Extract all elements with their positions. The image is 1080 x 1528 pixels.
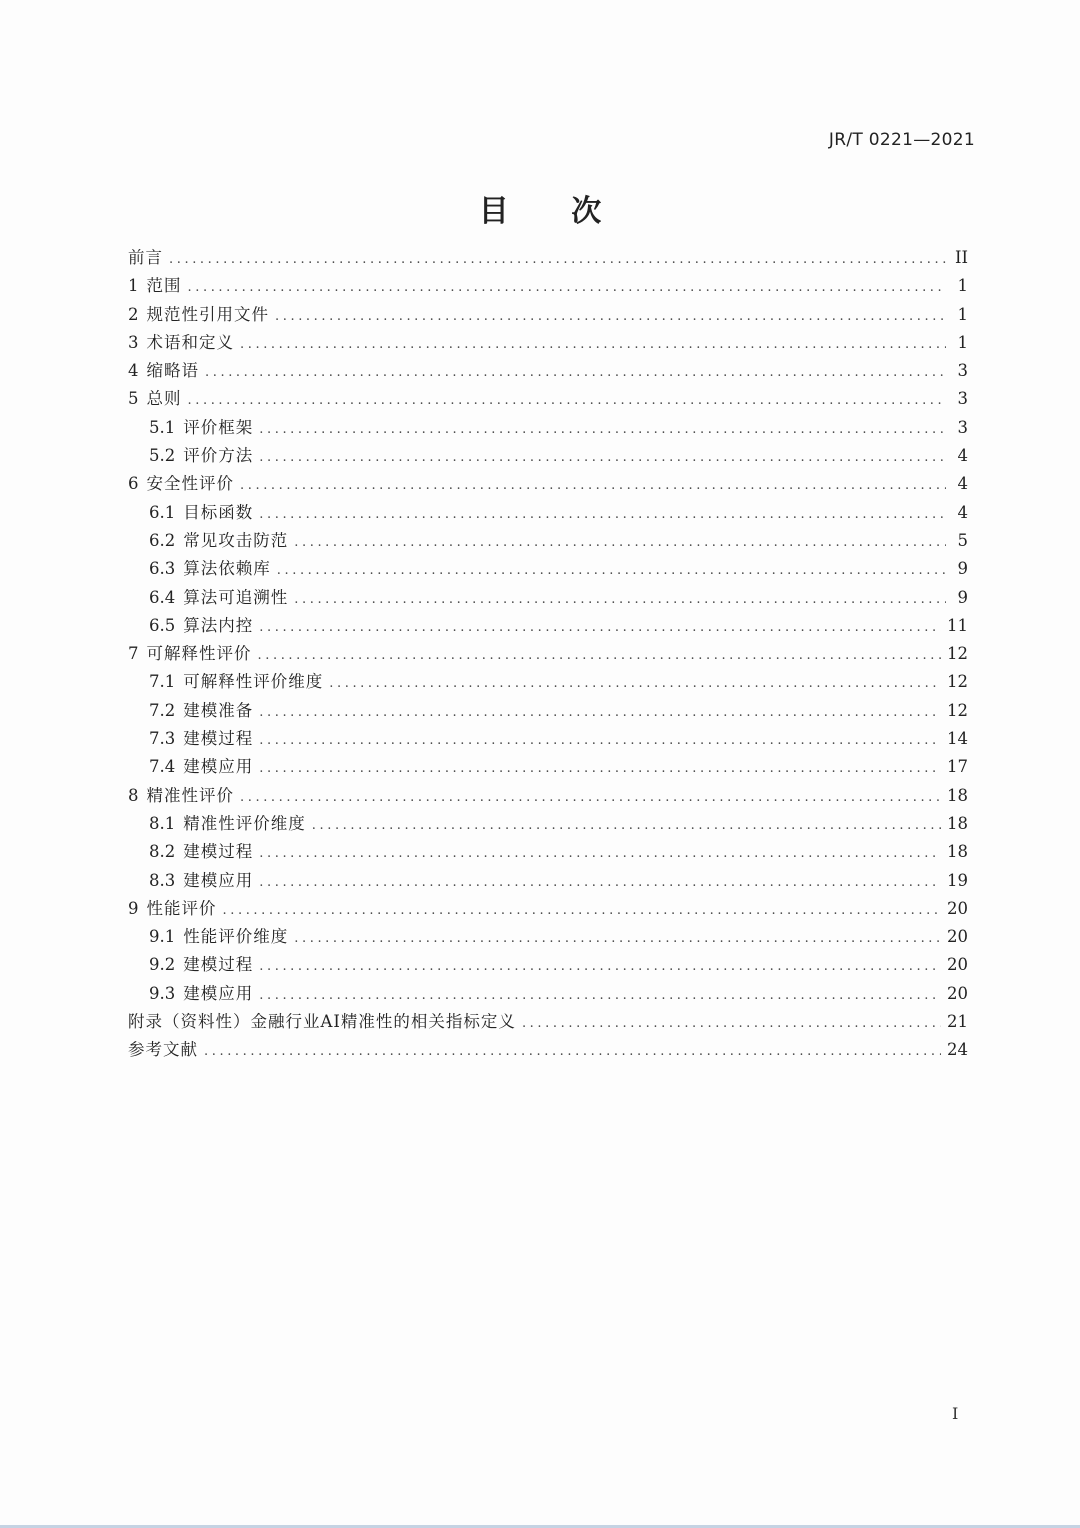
toc-dot-leader	[259, 982, 941, 1010]
toc-dot-leader	[259, 699, 941, 727]
toc-entry[interactable]	[128, 1008, 968, 1036]
toc-entry-label: 总则	[146, 389, 182, 409]
toc-entry-label: 精准性评价	[146, 785, 234, 805]
toc-entry-label: 范围	[146, 276, 182, 296]
toc-entry-page: 9	[957, 559, 968, 579]
toc-entry-label: 安全性评价	[146, 474, 234, 494]
toc-entry[interactable]	[128, 951, 968, 979]
document-code: JR/T 0221—2021	[828, 130, 975, 150]
toc-entry-number: 9.3	[149, 983, 176, 1003]
toc-entry-number: 5	[128, 389, 139, 409]
toc-entry[interactable]	[128, 414, 968, 442]
toc-entry-label: 目标函数	[183, 502, 254, 522]
toc-entry-number: 7	[128, 644, 139, 664]
toc-entry[interactable]	[128, 725, 968, 753]
toc-entry-number: 4	[128, 361, 139, 381]
toc-entry[interactable]	[128, 1036, 968, 1064]
toc-entry-label: 性能评价维度	[183, 927, 289, 947]
toc-entry-label: 缩略语	[146, 361, 199, 381]
toc-entry-number: 7.2	[149, 700, 176, 720]
toc-entry[interactable]	[128, 527, 968, 555]
toc-dot-leader	[294, 586, 946, 614]
toc-entry-label: 建模应用	[183, 870, 254, 890]
toc-entry-label: 可解释性评价	[146, 644, 252, 664]
toc-dot-leader	[275, 303, 946, 331]
toc-entry-number: 2	[128, 304, 139, 324]
toc-entry-page: 1	[957, 304, 968, 324]
toc-dot-leader	[259, 953, 941, 981]
toc-entry[interactable]	[128, 442, 968, 470]
toc-entry-number: 8.1	[149, 813, 176, 833]
toc-entry-page: 3	[957, 417, 968, 437]
toc-entry[interactable]	[128, 867, 968, 895]
toc-entry[interactable]	[128, 385, 968, 413]
toc-entry-label: 建模过程	[183, 955, 254, 975]
toc-entry-page: 18	[947, 813, 968, 833]
toc-entry-page: 14	[947, 729, 968, 749]
toc-entry[interactable]	[128, 499, 968, 527]
toc-entry-label: 建模应用	[183, 757, 254, 777]
toc-entry-label: 术语和定义	[146, 332, 234, 352]
toc-dot-leader	[204, 1038, 941, 1066]
toc-dot-leader	[259, 501, 946, 529]
toc-entry[interactable]	[128, 584, 968, 612]
toc-dot-leader	[259, 840, 941, 868]
toc-entry-number: 3	[128, 332, 139, 352]
toc-entry-page: 12	[947, 672, 968, 692]
toc-entry[interactable]	[128, 838, 968, 866]
toc-entry-number: 7.3	[149, 729, 176, 749]
toc-entry-page: 19	[947, 870, 968, 890]
toc-entry-page: 11	[947, 615, 968, 635]
toc-entry-page: 24	[947, 1040, 968, 1060]
toc-entry-page: 20	[947, 898, 968, 918]
toc-entry-number: 6	[128, 474, 139, 494]
toc-entry[interactable]	[128, 555, 968, 583]
toc-entry-label: 算法依赖库	[183, 559, 271, 579]
toc-entry[interactable]	[128, 782, 968, 810]
toc-entry-label: 前言	[128, 248, 163, 267]
page-number: I	[952, 1404, 959, 1423]
toc-entry-page: 20	[947, 955, 968, 975]
toc-entry-page: 1	[957, 332, 968, 352]
toc-entry-number: 9	[128, 898, 139, 918]
toc-entry[interactable]	[128, 697, 968, 725]
toc-dot-leader	[522, 1010, 941, 1038]
toc-dot-leader	[223, 897, 942, 925]
toc-entry-number: 1	[128, 276, 139, 296]
toc-dot-leader	[240, 472, 946, 500]
toc-entry-number: 6.2	[149, 530, 176, 550]
toc-entry-number: 7.4	[149, 757, 176, 777]
toc-entry-page: 3	[957, 389, 968, 409]
toc-entry-number: 6.4	[149, 587, 176, 607]
toc-dot-leader	[294, 529, 946, 557]
toc-dot-leader	[258, 642, 942, 670]
page-title: 目 次	[478, 194, 628, 229]
toc-entry-label: 建模应用	[183, 983, 254, 1003]
toc-entry[interactable]	[128, 640, 968, 668]
toc-entry-number: 9.2	[149, 955, 176, 975]
toc-entry-page: 12	[947, 644, 968, 664]
toc-entry[interactable]	[128, 470, 968, 498]
toc-entry[interactable]	[128, 895, 968, 923]
toc-entry[interactable]	[128, 923, 968, 951]
toc-entry-label: 评价方法	[183, 446, 254, 466]
toc-entry-label: 算法可追溯性	[183, 587, 289, 607]
toc-dot-leader	[205, 359, 946, 387]
toc-entry-label: 建模过程	[183, 842, 254, 862]
toc-entry-number: 9.1	[149, 927, 176, 947]
toc-entry-page: 4	[957, 474, 968, 494]
toc-dot-leader	[188, 387, 947, 415]
toc-dot-leader	[259, 416, 946, 444]
toc-entry-number: 5.2	[149, 446, 176, 466]
toc-dot-leader	[259, 755, 941, 783]
toc-entry-page: 20	[947, 983, 968, 1003]
toc-dot-leader	[259, 444, 946, 472]
toc-entry-page: 18	[947, 785, 968, 805]
toc-entry[interactable]	[128, 612, 968, 640]
toc-entry-page: 5	[957, 530, 968, 550]
toc-entry-page: 12	[947, 700, 968, 720]
toc-dot-leader	[259, 614, 941, 642]
toc-entry-label: 性能评价	[146, 898, 217, 918]
toc-entry-label: 建模过程	[183, 729, 254, 749]
toc-entry-label: 评价框架	[183, 417, 254, 437]
toc-entry-page: 9	[957, 587, 968, 607]
toc-entry-number: 8	[128, 785, 139, 805]
toc-entry-label: 建模准备	[183, 700, 254, 720]
toc-entry-number: 6.5	[149, 615, 176, 635]
toc-entry-number: 8.3	[149, 870, 176, 890]
toc-entry[interactable]	[128, 668, 968, 696]
toc-entry[interactable]	[128, 272, 968, 300]
toc-entry[interactable]	[128, 357, 968, 385]
toc-dot-leader	[188, 274, 947, 302]
toc-entry-page: 17	[947, 757, 968, 777]
toc-entry-page: II	[954, 248, 968, 267]
toc-dot-leader	[259, 869, 941, 897]
toc-dot-leader	[294, 925, 941, 953]
toc-entry-label: 算法内控	[183, 615, 254, 635]
toc-entry-label: 精准性评价维度	[183, 813, 306, 833]
toc-entry[interactable]	[128, 301, 968, 329]
toc-dot-leader	[240, 331, 946, 359]
toc-entry-label: 附录（资料性）金融行业AI精准性的相关指标定义	[128, 1012, 516, 1032]
toc-dot-leader	[277, 557, 946, 585]
toc-entry-page: 3	[957, 361, 968, 381]
toc-entry-page: 4	[957, 446, 968, 466]
toc-entry-number: 5.1	[149, 417, 176, 437]
table-of-contents	[128, 244, 968, 1065]
toc-dot-leader	[329, 670, 941, 698]
toc-dot-leader	[259, 727, 941, 755]
toc-entry-label: 参考文献	[128, 1040, 198, 1060]
toc-entry-page: 1	[957, 276, 968, 296]
toc-entry[interactable]	[128, 329, 968, 357]
toc-entry-page: 4	[957, 502, 968, 522]
toc-entry-number: 7.1	[149, 672, 176, 692]
toc-entry[interactable]	[128, 980, 968, 1008]
toc-entry[interactable]	[128, 753, 968, 781]
toc-entry-number: 8.2	[149, 842, 176, 862]
toc-dot-leader	[240, 784, 941, 812]
toc-entry-page: 20	[947, 927, 968, 947]
toc-entry[interactable]	[128, 244, 968, 272]
toc-dot-leader	[312, 812, 941, 840]
toc-entry-label: 规范性引用文件	[146, 304, 269, 324]
toc-entry[interactable]	[128, 810, 968, 838]
toc-entry-number: 6.1	[149, 502, 176, 522]
toc-entry-label: 可解释性评价维度	[183, 672, 324, 692]
toc-entry-page: 18	[947, 842, 968, 862]
toc-entry-label: 常见攻击防范	[183, 530, 289, 550]
toc-entry-page: 21	[947, 1012, 968, 1032]
toc-dot-leader	[169, 246, 946, 274]
toc-entry-number: 6.3	[149, 559, 176, 579]
